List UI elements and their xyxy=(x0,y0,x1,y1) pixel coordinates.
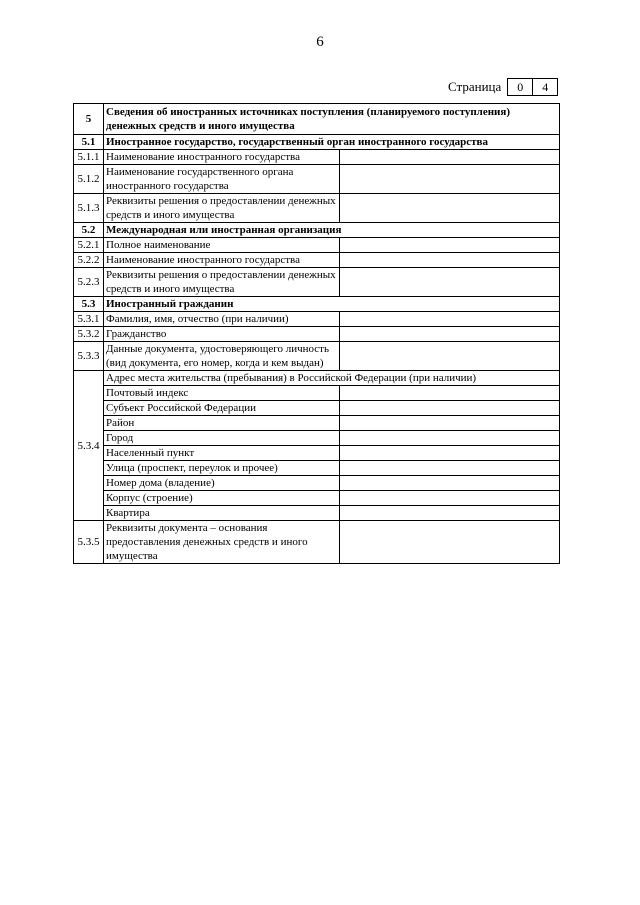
row-5-3-5-label: Реквизиты документа – основания предоставления денежных средств и иного имущества xyxy=(104,521,340,564)
address-building-label: Корпус (строение) xyxy=(104,491,340,506)
address-street-value[interactable] xyxy=(340,461,560,476)
address-street-label: Улица (проспект, переулок и прочее) xyxy=(104,461,340,476)
page-label: Страница xyxy=(448,79,502,94)
row-5-3-4-number: 5.3.4 xyxy=(74,371,104,521)
row-5-3-2-number: 5.3.2 xyxy=(74,327,104,342)
row-5-2-3-value[interactable] xyxy=(340,268,560,297)
address-apartment-value[interactable] xyxy=(340,506,560,521)
row-5-1-1-label: Наименование иностранного государства xyxy=(104,150,340,165)
address-region-value[interactable] xyxy=(340,401,560,416)
row-5-1-3-label: Реквизиты решения о предоставлении денежных средств и иного имущества xyxy=(104,194,340,223)
row-5-3-5-number: 5.3.5 xyxy=(74,521,104,564)
row-5-2-1-number: 5.2.1 xyxy=(74,238,104,253)
row-5-3-4-title: Адрес места жительства (пребывания) в Российской Федерации (при наличии) xyxy=(104,371,560,386)
address-district-label: Район xyxy=(104,416,340,431)
section-5-2-title: Международная или иностранная организация xyxy=(104,223,560,238)
address-region-label: Субъект Российской Федерации xyxy=(104,401,340,416)
row-5-3-3-value[interactable] xyxy=(340,342,560,371)
row-5-1-3-value[interactable] xyxy=(340,194,560,223)
row-5-2-3-label: Реквизиты решения о предоставлении денежных средств и иного имущества xyxy=(104,268,340,297)
page-indicator xyxy=(448,78,558,96)
row-5-2-2-label: Наименование иностранного государства xyxy=(104,253,340,268)
row-5-1-1-value[interactable] xyxy=(340,150,560,165)
address-apartment-label: Квартира xyxy=(104,506,340,521)
section-5-1-number: 5.1 xyxy=(74,135,104,150)
row-5-3-2-value[interactable] xyxy=(340,327,560,342)
row-5-3-1-number: 5.3.1 xyxy=(74,312,104,327)
row-5-1-2-label: Наименование государственного органа иностранного государства xyxy=(104,165,340,194)
page-number: 6 xyxy=(316,34,324,50)
section-5-2-number: 5.2 xyxy=(74,223,104,238)
address-house-value[interactable] xyxy=(340,476,560,491)
row-5-1-2-value[interactable] xyxy=(340,165,560,194)
page-digit-1: 0 xyxy=(507,78,533,96)
row-5-2-2-value[interactable] xyxy=(340,253,560,268)
address-city-value[interactable] xyxy=(340,431,560,446)
row-5-2-3-number: 5.2.3 xyxy=(74,268,104,297)
row-5-3-2-label: Гражданство xyxy=(104,327,340,342)
row-5-1-2-number: 5.1.2 xyxy=(74,165,104,194)
section-5-number: 5 xyxy=(74,104,104,135)
section-5-1-title: Иностранное государство, государственный орган иностранного государства xyxy=(104,135,560,150)
section-5-3-number: 5.3 xyxy=(74,297,104,312)
row-5-2-2-number: 5.2.2 xyxy=(74,253,104,268)
address-settlement-value[interactable] xyxy=(340,446,560,461)
address-postal-code-value[interactable] xyxy=(340,386,560,401)
address-house-label: Номер дома (владение) xyxy=(104,476,340,491)
row-5-3-5-value[interactable] xyxy=(340,521,560,564)
row-5-3-3-label: Данные документа, удостоверяющего личность (вид документа, его номер, когда и кем выдан) xyxy=(104,342,340,371)
row-5-1-3-number: 5.1.3 xyxy=(74,194,104,223)
foreign-sources-table xyxy=(73,103,560,564)
row-5-1-1-number: 5.1.1 xyxy=(74,150,104,165)
section-5-3-title: Иностранный гражданин xyxy=(104,297,560,312)
row-5-3-3-number: 5.3.3 xyxy=(74,342,104,371)
row-5-2-1-value[interactable] xyxy=(340,238,560,253)
address-district-value[interactable] xyxy=(340,416,560,431)
page-digit-2: 4 xyxy=(533,78,558,96)
row-5-2-1-label: Полное наименование xyxy=(104,238,340,253)
section-5-title: Сведения об иностранных источниках поступления (планируемого поступления) денежных средств и иного имущества xyxy=(104,104,560,135)
address-settlement-label: Населенный пункт xyxy=(104,446,340,461)
row-5-3-1-value[interactable] xyxy=(340,312,560,327)
address-postal-code-label: Почтовый индекс xyxy=(104,386,340,401)
row-5-3-1-label: Фамилия, имя, отчество (при наличии) xyxy=(104,312,340,327)
address-building-value[interactable] xyxy=(340,491,560,506)
address-city-label: Город xyxy=(104,431,340,446)
